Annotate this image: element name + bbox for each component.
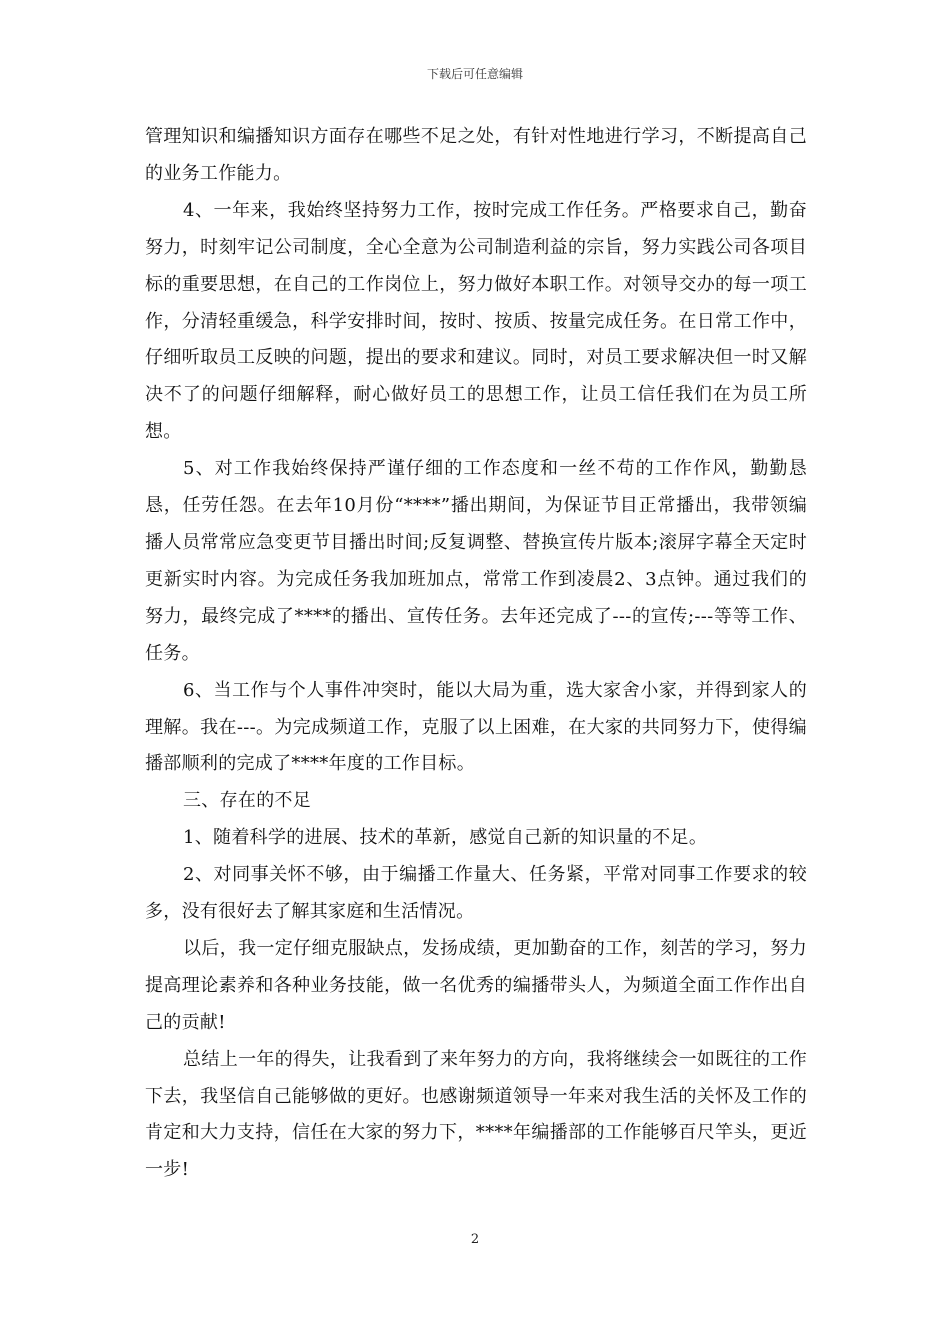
document-body	[145, 119, 807, 1189]
section-heading: 三、存在的不足	[183, 790, 312, 812]
paragraph: 1、随着科学的进展、技术的革新，感觉自己新的知识量的不足。	[183, 827, 708, 849]
paragraph: 管理知识和编播知识方面存在哪些不足之处，有针对性地进行学习，不断提高自己的业务工作能力。	[145, 126, 807, 184]
paragraph: 5、对工作我始终保持严谨仔细的工作态度和一丝不苟的工作作风，勤勤恳恳，任劳任怨。在去年10月份“****”播出期间，为保证节目正常播出，我带领编播人员常常应急变更节目播出时间;反复调整、替换宣传片版本;滚屏字幕全天定时更新实时内容。为完成任务我加班加点，常常工作到凌晨2、3点钟。通过我们的努力，最终完成了****的播出、宣传任务。去年还完成了---的宣传;---等等工作、任务。	[145, 458, 807, 664]
paragraph: 总结上一年的得失，让我看到了来年努力的方向，我将继续会一如既往的工作下去，我坚信自己能够做的更好。也感谢频道领导一年来对我生活的关怀及工作的肯定和大力支持，信任在大家的努力下，****年编播部的工作能够百尺竿头，更近一步!	[145, 1048, 807, 1181]
page-header-note: 下载后可任意编辑	[426, 67, 523, 81]
page-number: 2	[470, 1232, 480, 1247]
paragraph: 以后，我一定仔细克服缺点，发扬成绩，更加勤奋的工作，刻苦的学习，努力提高理论素养和各种业务技能，做一名优秀的编播带头人，为频道全面工作作出自己的贡献!	[145, 937, 807, 1033]
paragraph: 2、对同事关怀不够，由于编播工作量大、任务紧，平常对同事工作要求的较多，没有很好去了解其家庭和生活情况。	[145, 864, 807, 923]
paragraph: 4、一年来，我始终坚持努力工作，按时完成工作任务。严格要求自己，勤奋努力，时刻牢记公司制度，全心全意为公司制造利益的宗旨，努力实践公司各项目标的重要思想，在自己的工作岗位上，努力做好本职工作。对领导交办的每一项工作，分清轻重缓急，科学安排时间，按时、按质、按量完成任务。在日常工作中，仔细听取员工反映的问题，提出的要求和建议。同时，对员工要求解决但一时又解决不了的问题仔细解释，耐心做好员工的思想工作，让员工信任我们在为员工所想。	[145, 199, 807, 443]
paragraph: 6、当工作与个人事件冲突时，能以大局为重，选大家舍小家，并得到家人的理解。我在---。为完成频道工作，克服了以上困难，在大家的共同努力下，使得编播部顺利的完成了****年度的工作目标。	[145, 679, 807, 775]
